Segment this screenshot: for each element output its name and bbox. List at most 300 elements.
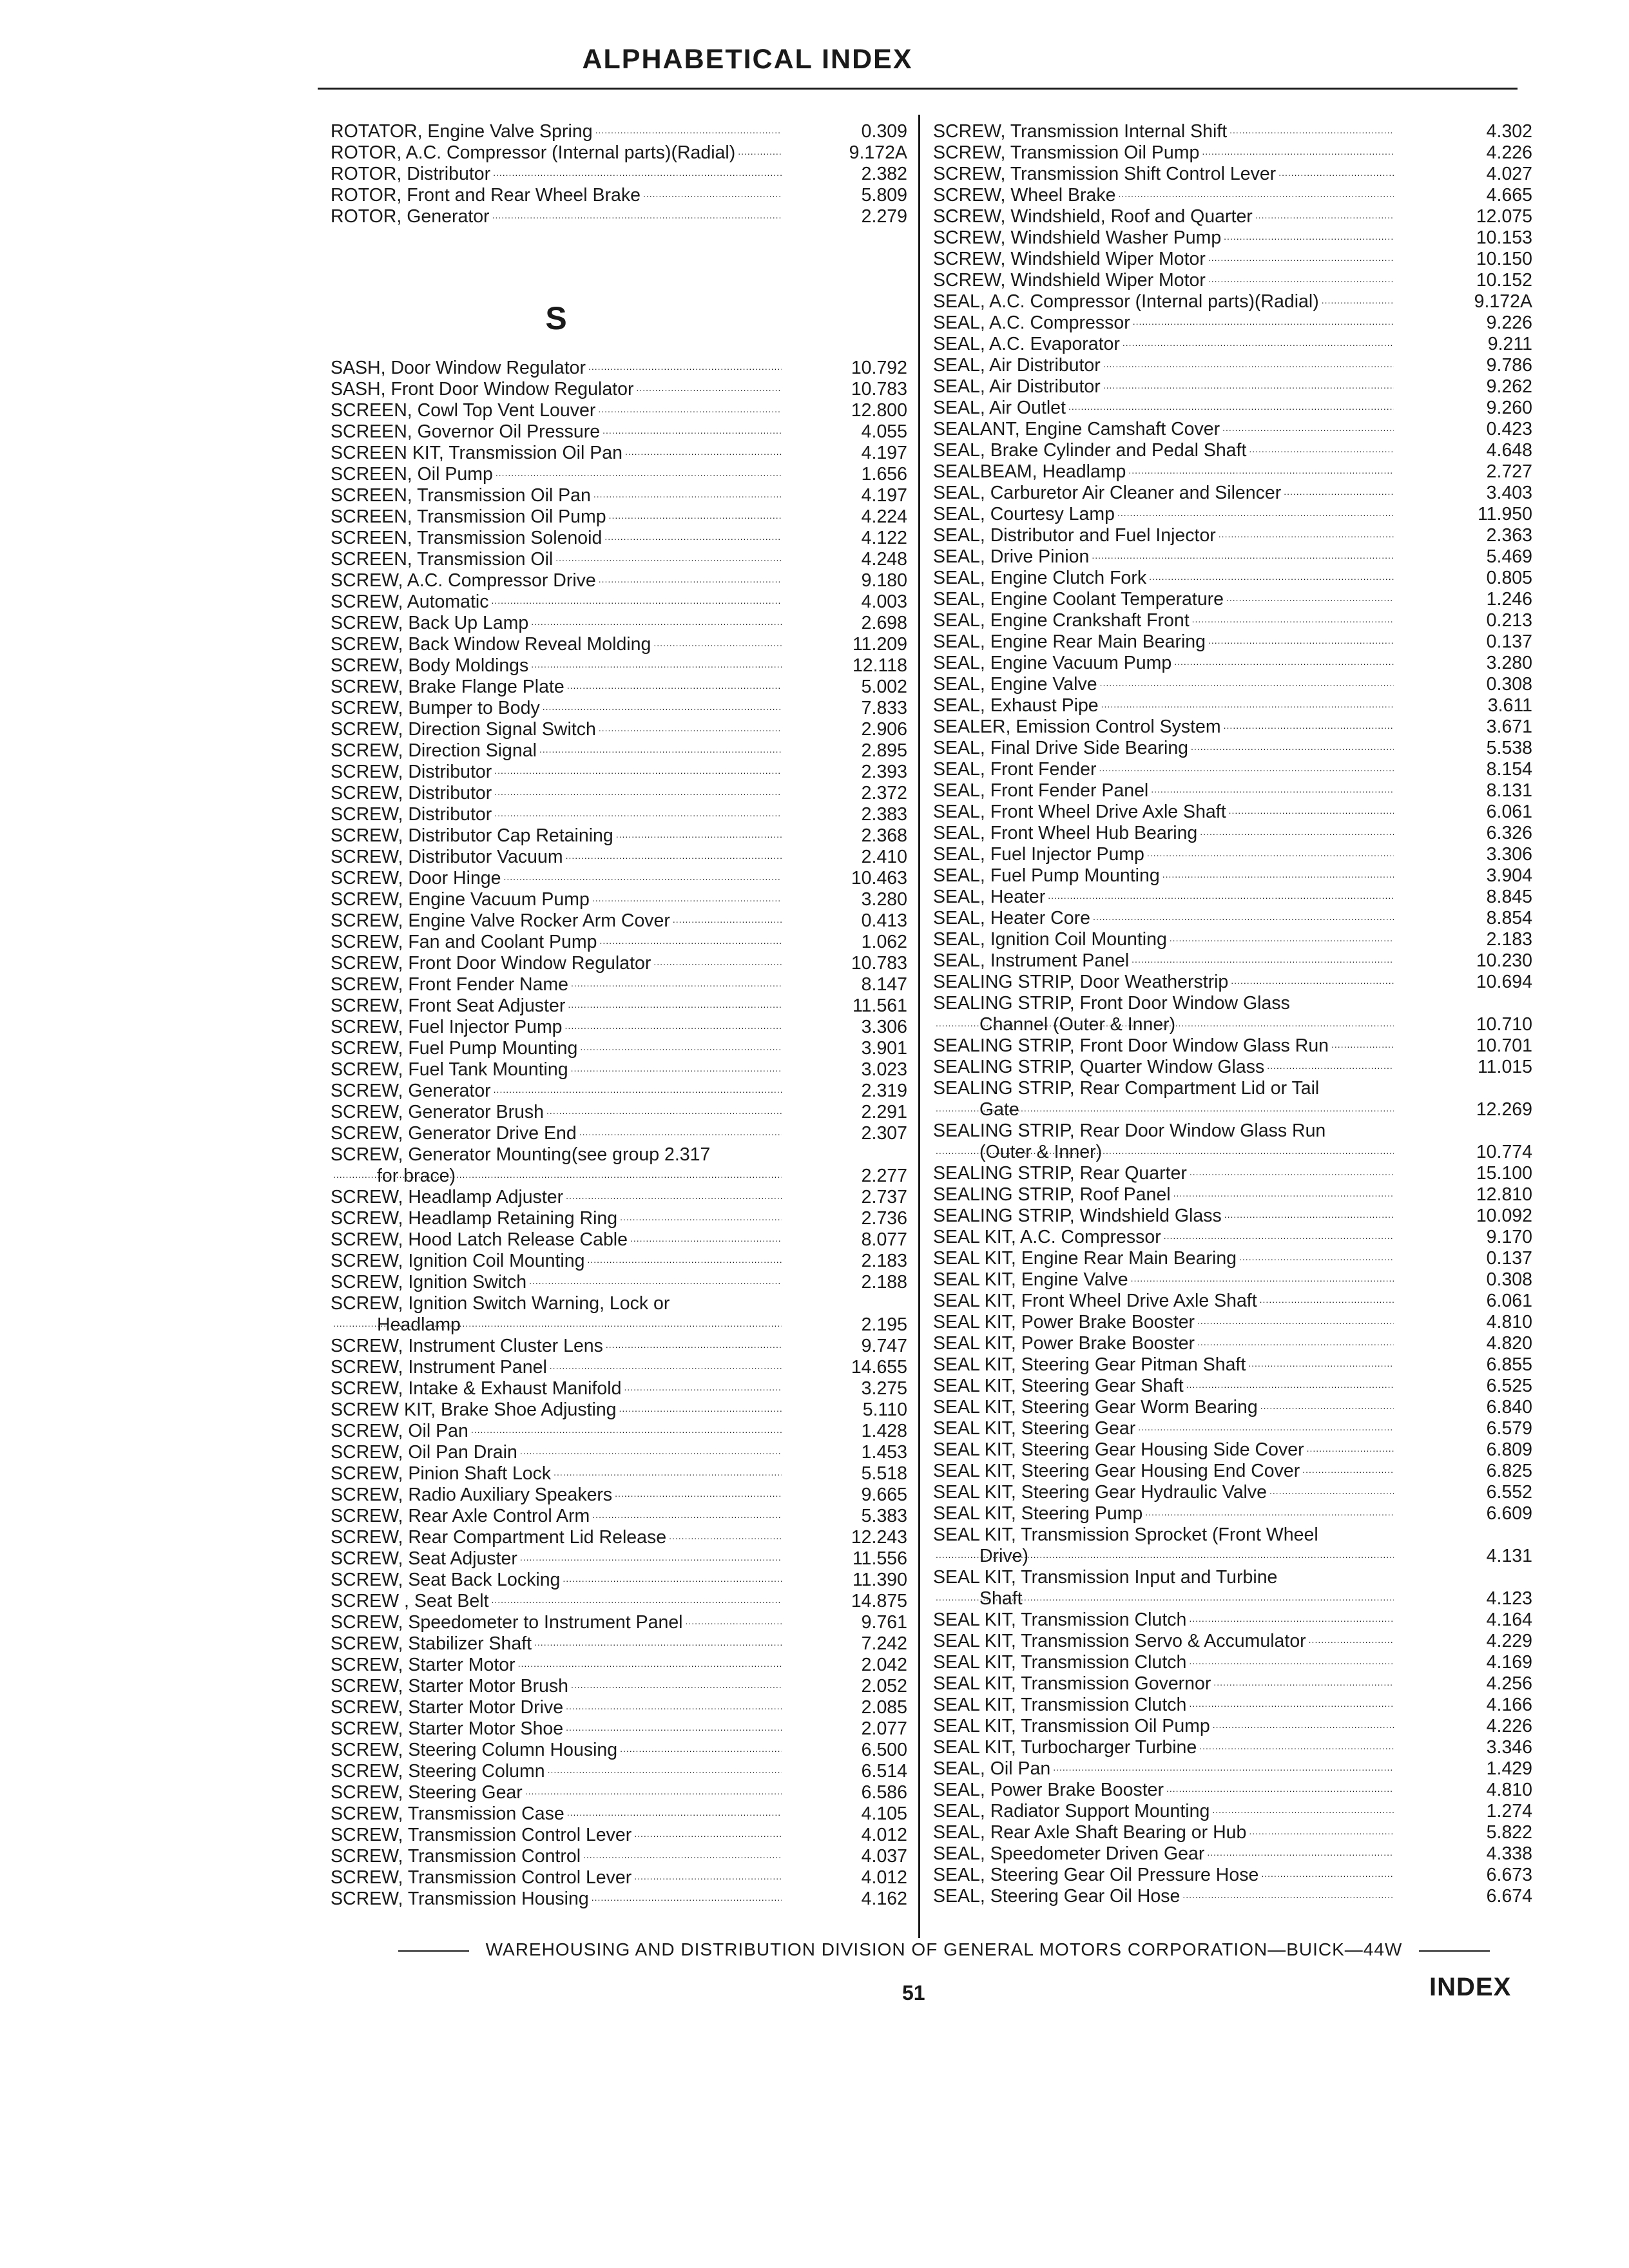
entry-name-text: SCREW, Generator Drive End [331, 1123, 577, 1144]
entry-name [331, 889, 782, 910]
index-entry [933, 695, 1532, 716]
index-entry [331, 1059, 907, 1081]
index-entry [933, 185, 1532, 206]
entry-name-line1: SCREW, Ignition Switch Warning, Lock or [331, 1293, 670, 1314]
index-entry [331, 1782, 907, 1803]
entry-page-ref: 3.904 [1486, 865, 1532, 886]
entry-page-ref: 12.269 [1476, 1099, 1532, 1120]
entry-page-ref: 12.810 [1476, 1184, 1532, 1205]
index-entry [331, 1676, 907, 1697]
entry-page-ref: 5.383 [861, 1506, 907, 1526]
index-entry [331, 1867, 907, 1888]
index-entry [933, 1078, 1532, 1120]
entry-name-text: SEALING STRIP, Door Weatherstrip [933, 972, 1229, 992]
entry-name-text: SCREW, Headlamp Retaining Ring [331, 1208, 618, 1229]
entry-page-ref: 9.786 [1486, 355, 1532, 376]
index-entry [933, 568, 1532, 589]
entry-name-text: SCREW, Transmission Housing [331, 1888, 589, 1909]
index-entry [331, 549, 907, 570]
entry-page-ref: 6.825 [1486, 1461, 1532, 1481]
entry-name [331, 1825, 782, 1846]
entry-page-ref: 4.665 [1486, 185, 1532, 206]
index-entry [331, 655, 907, 677]
entry-page-ref: 1.428 [861, 1421, 907, 1441]
entry-name [933, 483, 1394, 504]
entry-name [933, 1524, 1394, 1567]
column-divider [918, 115, 920, 1938]
entry-name [331, 1017, 782, 1038]
entry-name [933, 1886, 1394, 1907]
index-entry [933, 270, 1532, 291]
index-entry [933, 1439, 1532, 1461]
index-entry [331, 1570, 907, 1591]
entry-name [933, 185, 1394, 206]
entry-name [331, 1888, 782, 1910]
index-entry [933, 610, 1532, 631]
entry-name-text: SCREW, Starter Motor Shoe [331, 1718, 564, 1739]
entry-name-text: SCREW, Rear Compartment Lid Release [331, 1527, 667, 1548]
entry-name-text: SEAL KIT, Power Brake Booster [933, 1333, 1195, 1354]
entry-name-text: SCREW, Engine Valve Rocker Arm Cover [331, 910, 670, 931]
entry-page-ref: 4.169 [1486, 1652, 1532, 1673]
entry-page-ref: 14.655 [851, 1357, 907, 1378]
entry-name [331, 1612, 782, 1633]
entry-name-text: SEAL, Air Distributor [933, 355, 1101, 376]
index-entry [933, 1333, 1532, 1354]
index-entry [933, 461, 1532, 483]
entry-page-ref: 3.671 [1486, 716, 1532, 737]
entry-name-text: SEAL, Front Wheel Hub Bearing [933, 823, 1198, 843]
entry-name [933, 1312, 1394, 1333]
entry-page-ref: 10.152 [1476, 270, 1532, 291]
entry-name-text: SCREW , Seat Belt [331, 1591, 489, 1611]
entry-page-ref: 9.665 [861, 1485, 907, 1505]
entry-name [331, 1633, 782, 1655]
entry-name [933, 589, 1394, 610]
entry-name-text: SEAL, Power Brake Booster [933, 1780, 1164, 1800]
index-entry [331, 783, 907, 804]
index-entry [331, 1527, 907, 1548]
index-entry [933, 1312, 1532, 1333]
entry-name [933, 1291, 1394, 1312]
entry-name-text: SEAL, Speedometer Driven Gear [933, 1843, 1205, 1864]
entry-page-ref: 9.172A [1474, 291, 1532, 312]
index-entry [933, 376, 1532, 398]
entry-name [933, 1631, 1394, 1652]
entry-name-line1: SEALING STRIP, Front Door Window Glass [933, 993, 1290, 1014]
entry-page-ref: 4.226 [1486, 1716, 1532, 1736]
entry-page-ref: 2.382 [861, 164, 907, 184]
entry-name-text: SEAL KIT, Transmission Clutch [933, 1652, 1187, 1673]
entry-name [933, 142, 1394, 164]
index-entry [933, 419, 1532, 440]
entry-page-ref: 3.023 [861, 1059, 907, 1080]
entry-name-text: SCREW, Fuel Tank Mounting [331, 1059, 568, 1080]
entry-name [933, 1354, 1394, 1376]
entry-page-ref: 8.854 [1486, 908, 1532, 928]
entry-name-text: SEAL, Carburetor Air Cleaner and Silencer [933, 483, 1282, 503]
entry-page-ref: 1.453 [861, 1442, 907, 1463]
index-entry [933, 1865, 1532, 1886]
entry-page-ref: 9.226 [1486, 312, 1532, 333]
index-entry [331, 1846, 907, 1867]
entry-page-ref: 11.556 [852, 1548, 907, 1569]
entry-name-text: SCREW, Front Door Window Regulator [331, 953, 651, 974]
entry-name [331, 570, 782, 591]
title-rule [318, 88, 1518, 90]
index-entry [933, 164, 1532, 185]
entry-name [331, 868, 782, 889]
entry-name-text: SEAL KIT, Power Brake Booster [933, 1312, 1195, 1332]
entry-page-ref: 0.805 [1486, 568, 1532, 588]
entry-name [933, 738, 1394, 759]
entry-name [933, 844, 1394, 865]
entry-name [933, 887, 1394, 908]
entry-name [331, 1229, 782, 1251]
index-entry [331, 1421, 907, 1442]
entry-name [933, 780, 1394, 802]
entry-name-text: SCREW, Direction Signal [331, 740, 537, 761]
entry-name [933, 1439, 1394, 1461]
entry-page-ref: 4.226 [1486, 142, 1532, 163]
entry-name-text: SASH, Door Window Regulator [331, 358, 586, 378]
entry-page-ref: 5.538 [1486, 738, 1532, 758]
entry-name [933, 1567, 1394, 1610]
entry-page-ref: 4.197 [861, 443, 907, 463]
index-entry [933, 738, 1532, 759]
entry-page-ref: 1.656 [861, 464, 907, 485]
entry-name-text: SEAL, Brake Cylinder and Pedal Shaft [933, 440, 1247, 461]
footer-rule-left [398, 1950, 469, 1952]
entry-name-text: SCREW, Windshield Wiper Motor [933, 249, 1206, 269]
entry-name [933, 1269, 1394, 1291]
entry-name-continuation: Gate [979, 1099, 1019, 1120]
entry-name [331, 1187, 782, 1208]
page-title: ALPHABETICAL INDEX [582, 44, 913, 75]
entry-name-text: SCREW, Wheel Brake [933, 185, 1116, 206]
index-entry [331, 506, 907, 528]
entry-name-text: SCREW, Hood Latch Release Cable [331, 1229, 628, 1250]
entry-name-text: SEAL, Engine Crankshaft Front [933, 610, 1190, 631]
entry-name-text: SCREW, Windshield Washer Pump [933, 227, 1222, 248]
entry-name [331, 1548, 782, 1570]
entry-name [933, 121, 1394, 142]
entry-name-text: SCREW, Pinion Shaft Lock [331, 1463, 552, 1484]
entry-name-text: SCREW, Steering Column Housing [331, 1740, 618, 1760]
entry-page-ref: 2.736 [861, 1208, 907, 1229]
index-entry [331, 528, 907, 549]
entry-name-text: SCREW, Oil Pan Drain [331, 1442, 517, 1463]
entry-name-text: SEAL KIT, Steering Gear Pitman Shaft [933, 1354, 1246, 1375]
index-entry [933, 249, 1532, 270]
entry-name [331, 443, 782, 464]
entry-name [933, 1418, 1394, 1439]
index-entry [331, 164, 907, 185]
entry-name [933, 1206, 1394, 1227]
entry-name-text: SCREW, Fan and Coolant Pump [331, 932, 597, 952]
entry-page-ref: 6.674 [1486, 1886, 1532, 1907]
entry-page-ref: 12.800 [851, 400, 907, 421]
entry-name [331, 1038, 782, 1059]
index-entry [933, 631, 1532, 653]
entry-name [331, 910, 782, 932]
entry-name [933, 1865, 1394, 1886]
entry-name [331, 1782, 782, 1803]
entry-name-text: SEAL KIT, Steering Gear Shaft [933, 1376, 1184, 1396]
index-entry [933, 1461, 1532, 1482]
entry-name-text: SEALING STRIP, Quarter Window Glass [933, 1057, 1265, 1077]
entry-name-text: SEAL, Final Drive Side Bearing [933, 738, 1189, 758]
index-entry [331, 1399, 907, 1421]
entry-name-text: SCREW, Oil Pan [331, 1421, 468, 1441]
entry-name-text: SEAL KIT, Engine Valve [933, 1269, 1128, 1290]
entry-name [933, 206, 1394, 227]
entry-name-text: SEALING STRIP, Rear Quarter [933, 1163, 1187, 1184]
entry-name [933, 546, 1394, 568]
index-entry [331, 1740, 907, 1761]
index-entry [331, 1229, 907, 1251]
entry-page-ref: 2.410 [861, 847, 907, 867]
entry-name-text: SEAL, Air Outlet [933, 398, 1066, 418]
entry-name-text: SEAL, Exhaust Pipe [933, 695, 1099, 716]
entry-page-ref: 4.197 [861, 485, 907, 506]
index-entry [331, 421, 907, 443]
entry-name-text: SEAL, Steering Gear Oil Hose [933, 1886, 1181, 1907]
index-entry [331, 185, 907, 206]
entry-name [331, 142, 782, 164]
entry-page-ref: 0.423 [1486, 419, 1532, 439]
entry-page-ref: 8.154 [1486, 759, 1532, 780]
index-entry [331, 1633, 907, 1655]
index-entry [331, 613, 907, 634]
index-entry [933, 142, 1532, 164]
entry-page-ref: 10.092 [1476, 1206, 1532, 1226]
entry-name-text: SCREW, Instrument Cluster Lens [331, 1336, 603, 1356]
index-entry [933, 1801, 1532, 1822]
entry-name [331, 1059, 782, 1081]
entry-page-ref: 10.783 [851, 379, 907, 399]
entry-page-ref: 4.012 [861, 1825, 907, 1845]
entry-name-text: SCREW, Seat Back Locking [331, 1570, 561, 1590]
entry-name-text: SEALING STRIP, Front Door Window Glass Run [933, 1035, 1329, 1056]
entry-page-ref: 1.246 [1486, 589, 1532, 610]
entry-name-line1: SEALING STRIP, Rear Compartment Lid or Tail [933, 1078, 1320, 1099]
entry-page-ref: 11.209 [852, 634, 907, 655]
entry-name-line1: SEAL KIT, Transmission Input and Turbine [933, 1567, 1278, 1588]
index-entry [331, 1123, 907, 1144]
index-entry [933, 1057, 1532, 1078]
index-entry [933, 334, 1532, 355]
entry-name-text: SCREW, Steering Gear [331, 1782, 523, 1803]
entry-name [331, 655, 782, 677]
entry-page-ref: 9.170 [1486, 1227, 1532, 1247]
index-entry [331, 400, 907, 421]
index-entry [933, 780, 1532, 802]
entry-page-ref: 4.229 [1486, 1631, 1532, 1651]
entry-name-text: SEAL, Distributor and Fuel Injector [933, 525, 1216, 546]
entry-page-ref: 10.463 [851, 868, 907, 889]
entry-name-text: SEAL, Courtesy Lamp [933, 504, 1115, 524]
entry-name [331, 740, 782, 762]
entry-page-ref: 2.895 [861, 740, 907, 761]
entry-name [933, 1163, 1394, 1184]
index-entry [331, 1102, 907, 1123]
entry-name-text: SEAL KIT, Engine Rear Main Bearing [933, 1248, 1237, 1269]
entry-name [933, 1843, 1394, 1865]
entry-name [331, 1123, 782, 1144]
entry-page-ref: 10.774 [1476, 1142, 1532, 1162]
entry-name-text: SCREEN, Cowl Top Vent Louver [331, 400, 596, 421]
entry-page-ref: 3.901 [861, 1038, 907, 1059]
entry-name-text: SEAL, Rear Axle Shaft Bearing or Hub [933, 1822, 1247, 1843]
index-entry [331, 485, 907, 506]
index-entry [331, 1442, 907, 1463]
entry-page-ref: 0.413 [861, 910, 907, 931]
entry-page-ref: 9.172A [849, 142, 907, 163]
entry-name-text: SCREW, Transmission Control [331, 1846, 581, 1867]
index-entry [331, 847, 907, 868]
index-entry [933, 1673, 1532, 1695]
index-entry [331, 121, 907, 142]
entry-page-ref: 4.012 [861, 1867, 907, 1888]
entry-name [331, 1740, 782, 1761]
entry-name [331, 698, 782, 719]
index-entry [331, 206, 907, 227]
entry-page-ref: 2.727 [1486, 461, 1532, 482]
section-label: INDEX [1429, 1973, 1512, 2001]
index-entry [933, 972, 1532, 993]
index-entry [933, 1780, 1532, 1801]
entry-name [331, 804, 782, 825]
entry-page-ref: 4.248 [861, 549, 907, 570]
entry-page-ref: 11.015 [1477, 1057, 1532, 1077]
entry-page-ref: 6.326 [1486, 823, 1532, 843]
entry-page-ref: 12.075 [1476, 206, 1532, 227]
entry-page-ref: 4.820 [1486, 1333, 1532, 1354]
entry-page-ref: 12.118 [852, 655, 907, 676]
entry-page-ref: 2.737 [861, 1187, 907, 1207]
entry-page-ref: 8.131 [1486, 780, 1532, 801]
entry-name [331, 1867, 782, 1888]
entry-page-ref: 5.809 [861, 185, 907, 206]
index-entry [331, 740, 907, 762]
index-group-s-continued [933, 121, 1532, 1907]
entry-name [331, 1591, 782, 1612]
index-entry [331, 464, 907, 485]
entry-page-ref: 9.262 [1486, 376, 1532, 397]
entry-name-text: SEAL, Heater [933, 887, 1046, 907]
entry-name-text: SCREW, Brake Flange Plate [331, 677, 564, 697]
entry-name-text: ROTOR, Generator [331, 206, 490, 227]
entry-page-ref: 3.403 [1486, 483, 1532, 503]
index-entry [331, 719, 907, 740]
entry-name [933, 291, 1394, 312]
index-entry [933, 1397, 1532, 1418]
index-entry [331, 953, 907, 974]
entry-name-text: SCREW, Body Moldings [331, 655, 529, 676]
entry-name-text: SCREEN, Transmission Solenoid [331, 528, 602, 548]
entry-page-ref: 6.673 [1486, 1865, 1532, 1885]
index-entry [331, 889, 907, 910]
index-entry [331, 1591, 907, 1612]
index-entry [933, 1163, 1532, 1184]
entry-name-text: SCREW KIT, Brake Shoe Adjusting [331, 1399, 617, 1420]
entry-name [331, 1570, 782, 1591]
entry-name-text: SCREW, A.C. Compressor Drive [331, 570, 596, 591]
entry-page-ref: 4.164 [1486, 1610, 1532, 1630]
entry-page-ref: 2.277 [861, 1166, 907, 1186]
index-entry [331, 634, 907, 655]
entry-name [331, 825, 782, 847]
entry-name-text: SEAL KIT, Steering Gear Housing End Cover [933, 1461, 1300, 1481]
entry-page-ref: 4.810 [1486, 1312, 1532, 1332]
entry-name [331, 464, 782, 485]
entry-page-ref: 4.224 [861, 506, 907, 527]
index-entry [331, 1485, 907, 1506]
entry-page-ref: 5.110 [862, 1399, 907, 1420]
entry-name [933, 1652, 1394, 1673]
entry-name-text: SEAL KIT, Transmission Governor [933, 1673, 1211, 1694]
entry-name [933, 1248, 1394, 1269]
entry-page-ref: 15.100 [1476, 1163, 1532, 1184]
entry-page-ref: 0.213 [1486, 610, 1532, 631]
entry-name-text: ROTOR, A.C. Compressor (Internal parts)(Radial) [331, 142, 736, 163]
entry-page-ref: 2.183 [1486, 929, 1532, 950]
entry-name-text: SEAL, Air Distributor [933, 376, 1101, 397]
entry-name-text: SCREW, Windshield, Roof and Quarter [933, 206, 1253, 227]
entry-page-ref: 6.855 [1486, 1354, 1532, 1375]
entry-page-ref: 6.840 [1486, 1397, 1532, 1418]
entry-name [933, 1801, 1394, 1822]
entry-name [933, 631, 1394, 653]
entry-page-ref: 9.260 [1486, 398, 1532, 418]
index-entry [933, 1631, 1532, 1652]
entry-page-ref: 2.077 [861, 1718, 907, 1739]
entry-page-ref: 2.393 [861, 762, 907, 782]
entry-page-ref: 9.180 [861, 570, 907, 591]
entry-name-text: SEAL, Heater Core [933, 908, 1090, 928]
index-entry [933, 865, 1532, 887]
entry-name-text: SCREEN, Transmission Oil Pump [331, 506, 606, 527]
entry-name [933, 610, 1394, 631]
index-entry [331, 1336, 907, 1357]
entry-name-text: SCREW, Distributor [331, 804, 492, 825]
entry-name [331, 549, 782, 570]
index-column-right [933, 121, 1532, 1907]
entry-page-ref: 2.183 [861, 1251, 907, 1271]
entry-name-text: SEALING STRIP, Windshield Glass [933, 1206, 1222, 1226]
entry-name [331, 1293, 782, 1336]
entry-page-ref: 3.280 [1486, 653, 1532, 673]
entry-name-text: SEALANT, Engine Camshaft Cover [933, 419, 1220, 439]
entry-name-text: SEAL, Engine Coolant Temperature [933, 589, 1224, 610]
entry-name-continuation: for brace) [377, 1166, 456, 1186]
entry-name [933, 802, 1394, 823]
entry-name-text: SCREW, Direction Signal Switch [331, 719, 596, 740]
entry-name-text: SASH, Front Door Window Regulator [331, 379, 634, 399]
entry-page-ref: 4.302 [1486, 121, 1532, 142]
entry-name-continuation: Channel (Outer & Inner) [979, 1014, 1176, 1035]
entry-name [331, 506, 782, 528]
index-entry [933, 1120, 1532, 1163]
index-entry [331, 379, 907, 400]
index-entry [933, 398, 1532, 419]
entry-name-text: SCREW, Transmission Internal Shift [933, 121, 1228, 142]
entry-name [331, 400, 782, 421]
entry-name [933, 1376, 1394, 1397]
entry-name-text: SCREW, Transmission Shift Control Lever [933, 164, 1277, 184]
entry-name-text: SEAL KIT, Steering Gear Hydraulic Valve [933, 1482, 1267, 1503]
